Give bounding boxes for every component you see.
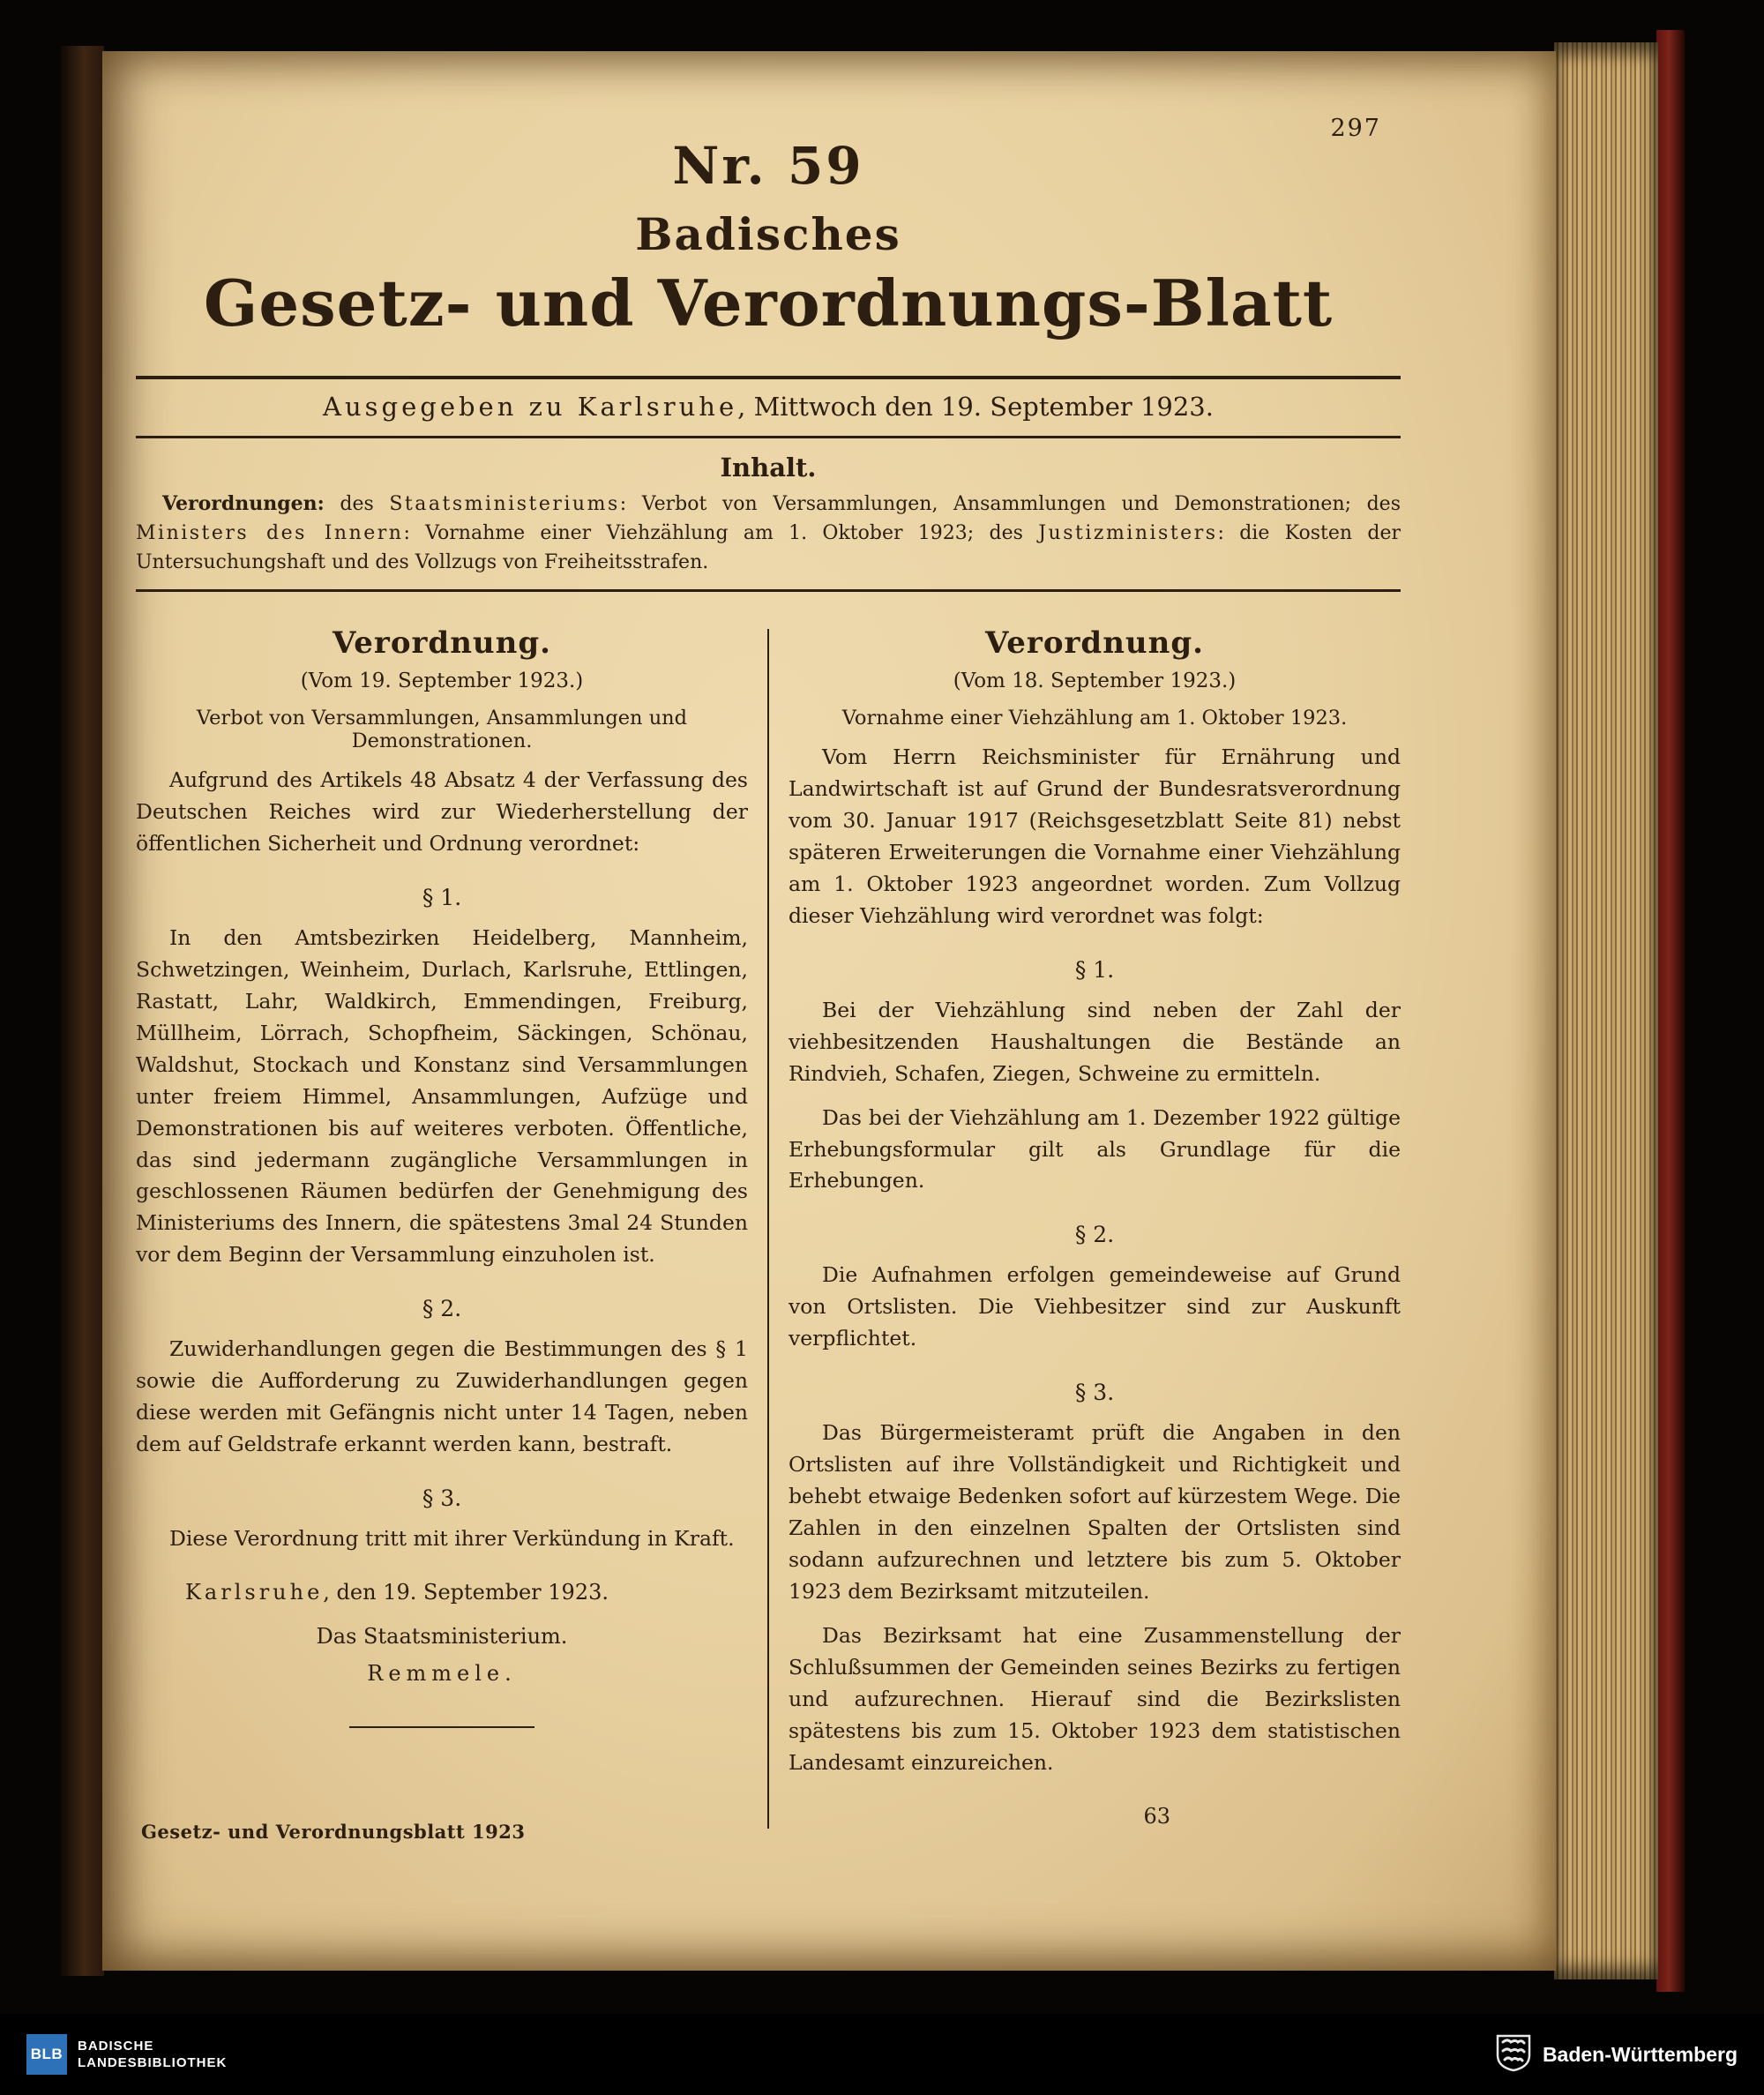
place-date-line <box>136 1580 748 1605</box>
bw-coat-of-arms-icon <box>1495 2033 1532 2076</box>
dateline-rest: , Mittwoch den 19. September 1923. <box>737 392 1214 422</box>
inhalt-part-spaced: Staatsministeriums <box>389 493 620 515</box>
inhalt-part: des <box>324 493 390 515</box>
place-date-rest: , den 19. September 1923. <box>323 1580 609 1605</box>
place-name: Karlsruhe <box>185 1580 324 1605</box>
right-column <box>789 625 1401 1829</box>
blb-name-line2: LANDESBIBLIOTHEK <box>78 2055 228 2070</box>
running-footer-note: Gesetz- und Verordnungsblatt 1923 <box>141 1821 526 1843</box>
viewer-footer-bar <box>0 2014 1764 2095</box>
baden-wuerttemberg-logo[interactable] <box>1495 2033 1738 2076</box>
section-paragraph: Das Bezirksamt hat eine Zusammenstellung der Schlußsummen der Gemeinden seines Bezirks zu fertigen und aufzurechnen. Hierauf sind die Bezirkslisten spätestens bis zum 15. Oktober 1923 dem statistischen Landesamt einzureichen. <box>789 1623 1401 1775</box>
section-number: § 2. <box>1074 1222 1115 1248</box>
inhalt-part-spaced: Justizministers <box>1038 522 1218 544</box>
decree-heading: Verordnung. <box>333 625 551 661</box>
inhalt-block <box>136 453 1401 577</box>
column-divider <box>767 629 769 1829</box>
book-binding <box>60 46 104 1976</box>
decree-date-line: (Vom 18. September 1923.) <box>953 670 1237 692</box>
inhalt-part: : Vornahme einer Viehzählung am 1. Oktober 1923; des <box>403 522 1039 544</box>
section-number: § 2. <box>422 1296 462 1322</box>
section-paragraph: Diese Verordnung tritt mit ihrer Verkündung in Kraft. <box>169 1526 735 1552</box>
decree-date-line: (Vom 19. September 1923.) <box>300 670 584 692</box>
signature-name: Remmele. <box>367 1661 517 1687</box>
printer-sheet-number: 63 <box>1143 1803 1171 1829</box>
masthead-title-line2: Gesetz- und Verordnungs-Blatt <box>203 266 1334 340</box>
section-paragraph: Das bei der Viehzählung am 1. Dezember 1922 gültige Erhebungsformular gilt als Grundlage für die Erhebungen. <box>789 1104 1401 1193</box>
inhalt-part: : die Kosten der Untersuchungshaft und des Vollzugs von Freiheitsstrafen. <box>136 522 1401 573</box>
page-number: 297 <box>1330 115 1381 142</box>
page-stack-edge <box>1554 42 1658 1979</box>
inhalt-text <box>136 490 1401 577</box>
section-paragraph: Das Bürgermeisteramt prüft die Angaben in den Ortslisten auf ihre Vollständigkeit und Richtigkeit und behebt etwaige Bedenken sofort auf kürzestem Wege. Die Zahlen in den einzelnen Spalten der Ortslisten sind sodann aufzurechnen und letztere bis zum 5. Oktober 1923 dem Bezirksamt mitzuteilen. <box>789 1420 1401 1605</box>
inhalt-part: : Verbot von Versammlungen, Ansammlungen und Demonstrationen; des <box>619 493 1401 515</box>
section-number: § 1. <box>1074 956 1115 983</box>
blb-library-logo[interactable] <box>26 2034 227 2075</box>
section-paragraph: In den Amtsbezirken Heidelberg, Mannheim, Schwetzingen, Weinheim, Durlach, Karlsruhe, Ettlingen, Rastatt, Lahr, Waldkirch, Emmendingen, Freiburg, Müllheim, Lörrach, Schopfheim, Säckingen, Schönau, Waldshut, Stockach und Konstanz sind Versammlungen unter freiem Himmel, Ansammlungen, Aufzüge und Demonstrationen bis auf weiteres verboten. Öffentliche, das sind jedermann zugängliche Versammlungen in geschlossenen Räumen bedürfen der Genehmigung des Ministeriums des Innern, die spätestens 3mal 24 Stunden vor dem Beginn der Versammlung einzuholen ist. <box>136 924 748 1268</box>
blb-badge-icon: BLB <box>26 2034 67 2075</box>
bw-region-label: Baden-Württemberg <box>1542 2042 1738 2066</box>
decree-heading: Verordnung. <box>985 625 1204 661</box>
end-rule <box>349 1726 534 1728</box>
section-number: § 3. <box>1074 1380 1115 1406</box>
section-paragraph: Die Aufnahmen erfolgen gemeindeweise auf Grund von Ortslisten. Die Viehbesitzer sind zur Auskunft verpflichtet. <box>789 1262 1401 1351</box>
inhalt-part-spaced: Ministers des Innern <box>136 522 404 544</box>
decree-intro: Aufgrund des Artikels 48 Absatz 4 der Verfassung des Deutschen Reiches wird zur Wiederherstellung der öffentlichen Sicherheit und Ordnung verordnet: <box>136 767 748 856</box>
masthead-title-line1: Badisches <box>635 208 901 260</box>
inhalt-lead: Verordnungen: <box>162 492 325 515</box>
section-divider-rule <box>136 589 1401 592</box>
dateline-place: Ausgegeben zu Karlsruhe <box>323 392 738 422</box>
two-column-body <box>136 625 1401 1829</box>
book-cover-edge <box>1656 30 1685 1992</box>
decree-subject: Vornahme einer Viehzählung am 1. Oktober 1923. <box>841 707 1348 730</box>
decree-intro: Vom Herrn Reichsminister für Ernährung und Landwirtschaft ist auf Grund der Bundesratsverordnung vom 30. Januar 1917 (Reichsgesetzblatt Seite 81) nebst späteren Erweiterungen die Vornahme einer Viehzählung am 1. Oktober 1923 angeordnet worden. Zum Vollzug dieser Viehzählung wird verordnet was folgt: <box>789 744 1401 928</box>
section-number: § 1. <box>422 884 462 910</box>
issue-number: Nr. 59 <box>672 136 864 196</box>
blb-name-line1: BADISCHE <box>78 2038 154 2054</box>
book-page <box>102 51 1556 1971</box>
blb-library-name <box>78 2038 227 2072</box>
signature-organisation: Das Staatsministerium. <box>316 1624 568 1650</box>
left-column <box>136 625 748 1829</box>
section-paragraph: Bei der Viehzählung sind neben der Zahl der viehbesitzenden Haushaltungen die Bestände an Rindvieh, Schafen, Ziegen, Schweine zu ermitteln. <box>789 997 1401 1086</box>
inhalt-heading: Inhalt. <box>720 453 817 483</box>
section-number: § 3. <box>422 1485 462 1512</box>
section-paragraph: Zuwiderhandlungen gegen die Bestimmungen des § 1 sowie die Aufforderung zu Zuwiderhandlungen gegen diese werden mit Gefängnis nicht unter 14 Tagen, neben dem auf Geldstrafe erkannt werden kann, bestraft. <box>136 1336 748 1457</box>
decree-subject: Verbot von Versammlungen, Ansammlungen und Demonstrationen. <box>196 707 688 752</box>
masthead <box>136 136 1401 340</box>
dateline <box>136 376 1401 438</box>
